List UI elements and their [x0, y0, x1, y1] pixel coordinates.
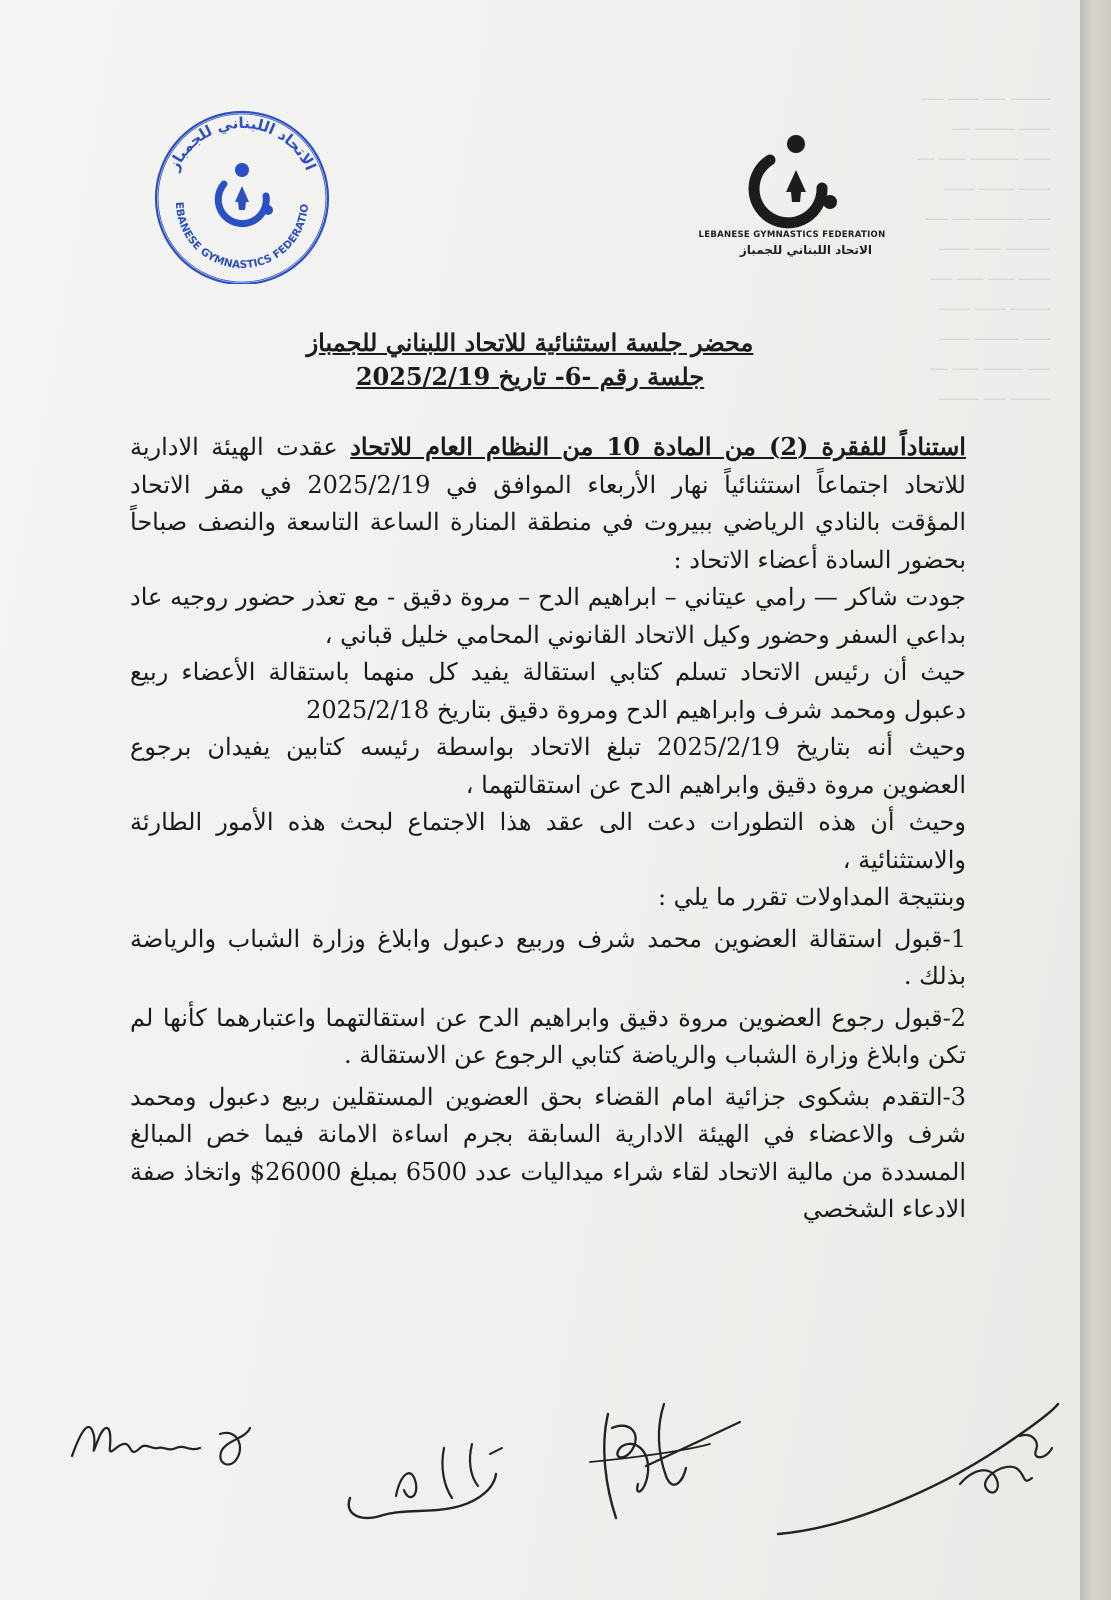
signature-arabic: [349, 1444, 502, 1518]
signature-marwa-label: Marwa D: [80, 1427, 89, 1429]
logo-arabic-text: الاتحاد اللبناني للجمباز: [739, 243, 872, 257]
document-title-block: [250, 326, 810, 394]
gymnast-emblem-icon: [754, 135, 837, 223]
session-line: جلسة رقم -6- تاريخ 2025/2/19: [355, 362, 705, 391]
decision-number: 1-: [942, 924, 966, 953]
seal-english-text: EBANESE GYMNASTICS FEDERATIO: [172, 201, 312, 272]
decision-item: [130, 1079, 966, 1229]
federation-seal-logo: [142, 106, 342, 284]
federation-logo: [692, 130, 892, 270]
decision-text: قبول رجوع العضوين مروة دقيق وابراهيم الدح عن استقالتهما واعتبارهما كأنها لم تكن وابلاغ وزارة الشباب والرياضة كتابي الرجوع عن الاستقالة .: [130, 1003, 966, 1069]
legal-basis: استناداً للفقرة (2) من المادة 10 من النظام العام للاتحاد: [350, 432, 966, 461]
page-edge-shadow: [1080, 0, 1111, 1600]
decision-item: [130, 921, 966, 996]
attendees-paragraph: جودت شاكر — رامي عيتاني – ابراهيم الدح – مروة دقيق - مع تعذر حضور روجيه عاد بداعي السفر وحضور وكيل الاتحاد القانوني المحامي خليل قباني ،: [130, 583, 966, 649]
decision-number: 3-: [942, 1082, 966, 1111]
logo-graphic: [692, 130, 892, 230]
signature-marwa: [72, 1426, 250, 1465]
decision-number: 2-: [942, 1003, 966, 1032]
decision-text: التقدم بشكوى جزائية امام القضاء بحق العضوين المستقلين ربيع دعبول ومحمد شرف والاعضاء في الهيئة الادارية السابقة بجرم اساءة الامانة فيما خص المبالغ المسددة من مالية الاتحاد لقاء شراء ميداليات عدد 6500 بمبلغ 26000$ واتخاذ صفة الادعاء الشخصي: [130, 1082, 967, 1223]
result-heading: وبنتيجة المداولات تقرر ما يلي :: [657, 883, 966, 911]
whereas-withdrawal: وحيث أنه بتاريخ 2025/2/19 تبلغ الاتحاد بواسطة رئيسه كتابين يفيدان برجوع العضوين مروة دقيق وابراهيم الدح عن استقالتهما ،: [130, 733, 966, 799]
decisions-list: [130, 921, 966, 1229]
signatures-graphic: [60, 1388, 1070, 1588]
meeting-details: عقدت الهيئة الادارية للاتحاد اجتماعاً استثنائياً نهار الأربعاء الموافق في 2025/2/19 في مقر الاتحاد المؤقت بالنادي الرياضي ببيروت في منطقة المنارة الساعة التاسعة والنصف صباحاً بحضور السادة أعضاء الاتحاد :: [130, 433, 966, 574]
decision-text: قبول استقالة العضوين محمد شرف وربيع دعبول وابلاغ وزارة الشباب والرياضة بذلك .: [130, 924, 966, 990]
bleed-through-text: ـــــــــ ـــــ ـــــــ ـــــ ـــــــ ـــــــــ ــــ ــــــ ـــــــــــ ــــــ ــــ ـــــــ ــــــــ ـــــــ ـــــ ـــــــــــ ــــ ـــــ ــــــــــ ــــــ ـــــــ ـــــــ ــــــ ــــــ ـــــ ـــــــــ ـــــــ ـــــــ ــــــ ــــــــــ ـــــــ ـــــ ـــــــــ ــــــ ــــ ـــــــــ ـــــ ـــــــــ: [917, 86, 1050, 404]
signature-third: [590, 1404, 740, 1518]
whereas-developments: وحيث أن هذه التطورات دعت الى عقد هذا الاجتماع لبحث هذه الأمور الطارئة والاستثنائية ،: [130, 808, 966, 874]
signatures-row: [60, 1388, 1070, 1588]
minutes-body: [130, 428, 966, 1233]
seal-graphic: [142, 106, 342, 284]
logo-english-text: LEBANESE GYMNASTICS FEDERATION: [698, 230, 886, 240]
intro-paragraph: [130, 428, 966, 579]
gymnast-emblem-icon: [218, 163, 273, 224]
seal-arabic-text: الاتحاد اللبناني للجمباز: [164, 113, 320, 174]
document-title: محضر جلسة استثنائية للاتحاد اللبناني للجمباز: [306, 328, 754, 357]
decision-item: [130, 1000, 966, 1075]
whereas-resignation: حيث أن رئيس الاتحاد تسلم كتابي استقالة يفيد كل منهما باستقالة الأعضاء ربيع دعبول ومحمد شرف وابراهيم الدح ومروة دقيق بتاريخ 2025/2/18: [130, 658, 966, 724]
signature-fourth: [778, 1404, 1058, 1534]
